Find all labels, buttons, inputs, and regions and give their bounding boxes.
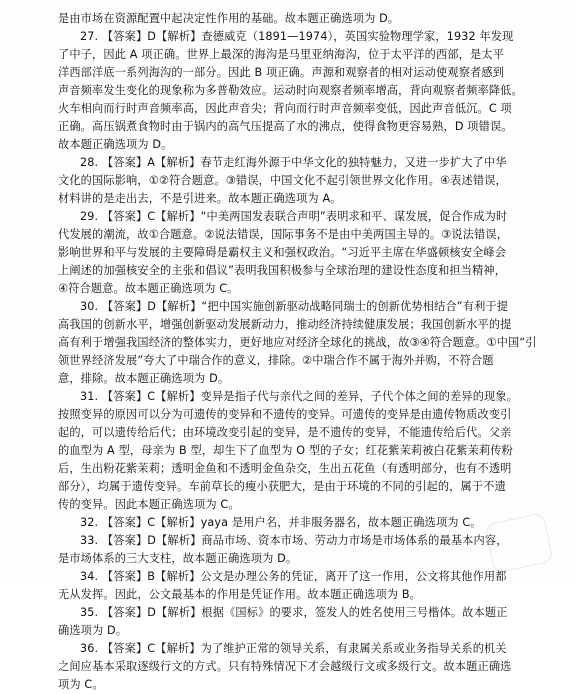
document-text-line: 了中子，因此 A 项正确。世界上最深的海沟是马里亚纳海沟，位于太平洋的西部，是太平 <box>58 48 505 61</box>
document-text-line: 31. 【答案】C【解析】变异是指子代与亲代之间的差异，子代个体之间的差异的现象。 <box>80 390 519 403</box>
document-text-line: 正确。高压锅煮食物时由于锅内的高气压提高了水的沸点，使得食物更容易熟，D 项错误。 <box>58 120 513 133</box>
document-text-line: 30. 【答案】D【解析】“把中国实施创新驱动战略同瑞士的创新优势相结合”有利于提 <box>80 300 509 313</box>
document-text-line: 确选项为 D。 <box>58 624 128 637</box>
document-text-line: 代发展的潮流，故①合题意。②说法错误，国际事务不是由中美两国主导的。③说法错误， <box>58 228 509 241</box>
document-text-line: 28. 【答案】A【解析】春节走红海外源于中华文化的独特魅力，又进一步扩大了中华 <box>80 156 507 169</box>
document-text-line: 后，生出粉花紫茉莉；透明金鱼和不透明金鱼杂交，生出五花鱼（有透明部分，也有不透明 <box>58 462 512 475</box>
document-text-line: 32. 【答案】C【解析】yaya 是用户名，并非服务器名，故本题正确选项为 C。 <box>80 516 482 529</box>
document-text-line: 声音频率发生变化的现象称为多普勒效应。运动时向观察者频率增高，背向观察者频率降低。 <box>58 84 523 97</box>
answer-explanations-text <box>58 10 542 694</box>
document-text-line: 之间应基本采取逐级行文的方式。只有特殊情况下才会越级行文或多级行文。故本题正确选 <box>58 660 512 673</box>
document-text-line: 36. 【答案】C【解析】为了维护正常的领导关系，有隶属关系或业务指导关系的机关 <box>80 642 507 655</box>
document-text-line: 传的变异。因此本题正确选项为 C。 <box>58 498 240 511</box>
document-text-line: 起的，可以遗传给后代；由环境改变引起的变异，是不遗传的变异，不能遗传给后代。父亲 <box>58 426 512 439</box>
document-text-line: 材料讲的是走出去，不是引进来。故本题正确选项为 A。 <box>58 192 342 205</box>
document-text-line: 是由市场在资源配置中起决定性作用的基础。故本题正确选项为 D。 <box>58 12 400 25</box>
document-text-line: 洋西部洋底一系列海沟的一部分。因此 B 项正确。声源和观察者的相对运动使观察者感到 <box>58 66 505 79</box>
document-text-line: 27. 【答案】D【解析】查德威克（1891—1974），英国实验物理学家，1932 年发现 <box>80 30 514 43</box>
document-text-line: 项为 C。 <box>58 678 104 691</box>
document-text-line: 部分），均属于遗传变异。车前草长的瘦小获肥大，是由于环境的不同的引起的，属于不遗 <box>58 480 506 493</box>
document-text-line: 按照变异的原因可以分为可遗传的变异和不遗传的变异。可遗传的变异是由遗传物质改变引 <box>58 408 512 421</box>
document-text-line: 的血型为 A 型，母亲为 B 型，却生下了血型为 O 型的子女；红花紫茉莉被白花紫茉莉传粉 <box>58 444 513 457</box>
watermark-stamp <box>484 512 553 573</box>
document-text-line: ④符合题意。故本题正确选项为 C。 <box>58 282 239 295</box>
document-text-line: 无从发挥。因此，公文最基本的作用是凭证作用。故本题正确选项为 B。 <box>58 588 421 601</box>
document-text-line: 影响世界和平与发展的主要障碍是霸权主义和强权政治。“习近平主席在华盛顿核安全峰会 <box>58 246 507 259</box>
document-text-line: 火车相向而行时声音频率高，因此声音尖；背向而行时声音频率变低，因此声音低沉。C 项 <box>58 102 512 115</box>
document-text-line: 意，排除。故本题正确选项为 D。 <box>58 372 230 385</box>
document-text-line: 上阐述的加强核安全的主张和倡议”表明我国积极参与全球治理的建设性态度和担当精神， <box>58 264 507 277</box>
document-text-line: 故本题正确选项为 D。 <box>58 138 173 151</box>
document-text-line: 29. 【答案】C【解析】“中美两国发表联合声明”表明求和平、谋发展，促合作成为时 <box>80 210 508 223</box>
document-text-line: 领世界经济发展”夸大了中瑞合作的意义，排除。②中瑞合作不属于海外并购，不符合题 <box>58 354 494 367</box>
document-text-line: 34. 【答案】B【解析】公文是办理公务的凭证，离开了这一作用，公文将其他作用都 <box>80 570 507 583</box>
document-text-line: 35. 【答案】D【解析】根据《国标》的要求，签发人的姓名使用三号楷体。故本题正 <box>80 606 508 619</box>
document-text-line: 是市场体系的三大支柱，故本题正确选项为 D。 <box>58 552 298 565</box>
document-text-line: 33. 【答案】D【解析】商品市场、资本市场、劳动力市场是市场体系的最基本内容， <box>80 534 508 547</box>
document-text-line: 高有利于增强我国经济的整体实力，更好地应对经济全球化的挑战，故③④符合题意。①中国“引 <box>58 336 537 349</box>
document-text-line: 文化的国际影响，①②符合题意。③错误，中国文化不起引领世界文化作用。④表述错误， <box>58 174 507 187</box>
document-text-line: 高我国的创新水平，增强创新驱动发展新动力，推动经济持续健康发展；我国创新水平的提 <box>58 318 512 331</box>
